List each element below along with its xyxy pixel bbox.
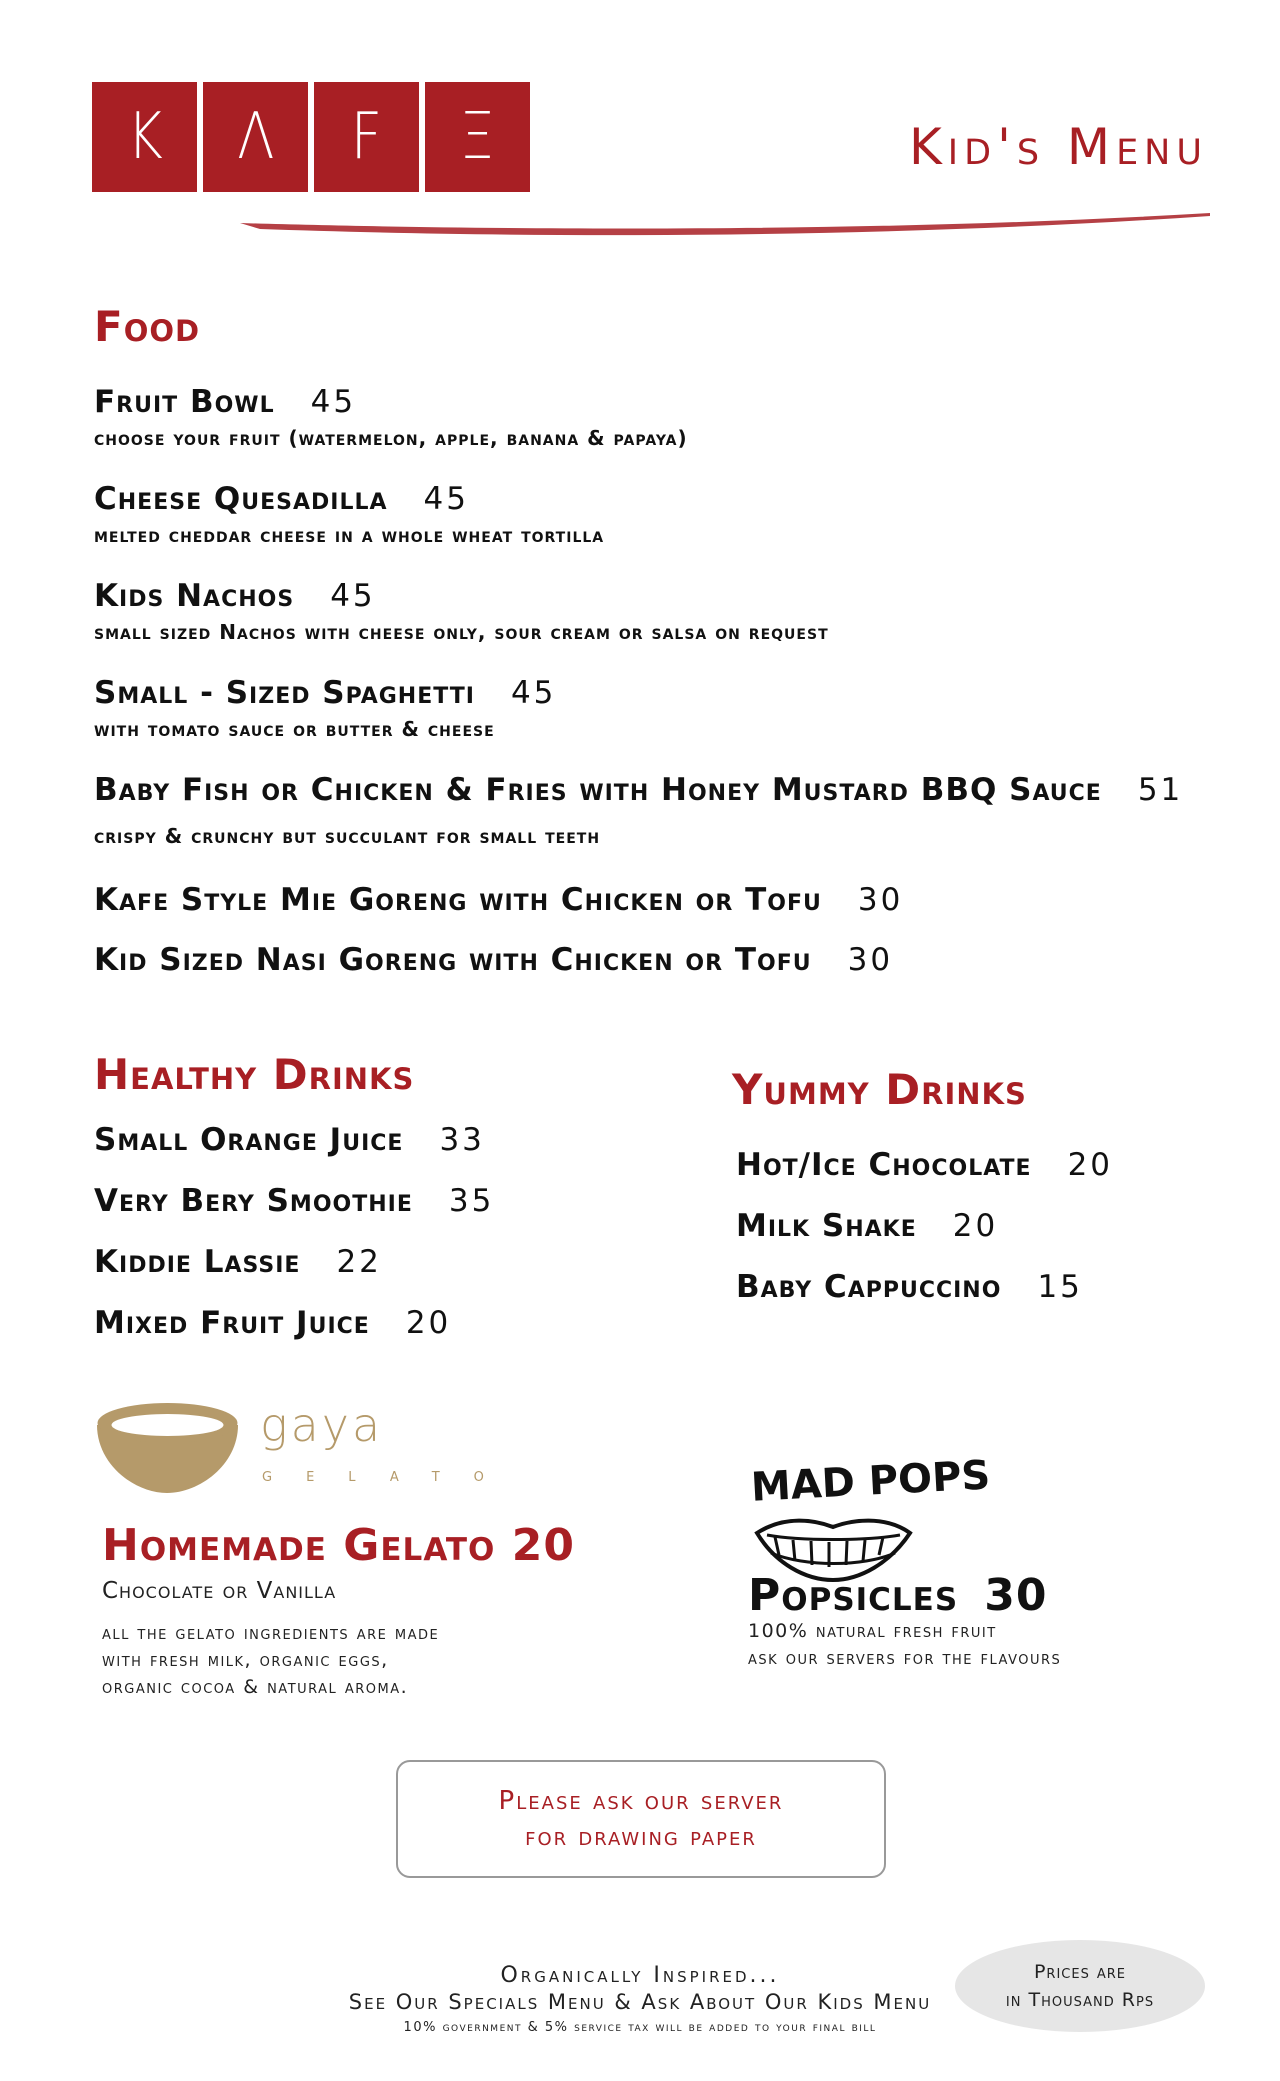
menu-title: Kid's Menu	[909, 118, 1208, 176]
drink-item: Mixed Fruit Juice 20	[94, 1305, 452, 1341]
drink-item: Milk Shake 20	[736, 1208, 999, 1244]
price-note-badge: Prices are in Thousand Rps	[955, 1940, 1205, 2032]
gaya-logo-subtitle: GELATO	[262, 1470, 518, 1485]
drink-item: Very Bery Smoothie 35	[94, 1183, 495, 1219]
item-description: choose your fruit (watermelon, apple, banana & papaya)	[94, 426, 688, 450]
brush-stroke-divider	[240, 205, 1210, 245]
popsicles-price: 30	[984, 1570, 1048, 1621]
menu-item: Fruit Bowl 45 choose your fruit (watermelon, apple, banana & papaya)	[94, 384, 688, 450]
drink-item: Kiddie Lassie 22	[94, 1244, 382, 1280]
drink-price: 20	[1067, 1147, 1114, 1183]
healthy-drinks-title: Healthy Drinks	[94, 1050, 415, 1099]
menu-item: Cheese Quesadilla 45 melted cheddar cheese in a whole wheat tortilla	[94, 481, 605, 547]
popsicles-title: Popsicles 30	[748, 1570, 1048, 1621]
gelato-title: Homemade Gelato 20	[102, 1520, 575, 1571]
drink-price: 35	[448, 1183, 495, 1219]
drink-price: 20	[405, 1305, 452, 1341]
drink-item: Baby Cappuccino 15	[736, 1269, 1083, 1305]
drink-item: Small Orange Juice 33	[94, 1122, 485, 1158]
popsicles-description: 100% natural fresh fruit ask our servers for the flavours	[748, 1620, 1062, 1669]
item-description: small sized Nachos with cheese only, sour cream or salsa on request	[94, 620, 829, 644]
drink-price: 20	[952, 1208, 999, 1244]
menu-item: Kids Nachos 45 small sized Nachos with cheese only, sour cream or salsa on request	[94, 578, 829, 644]
item-price: 30	[847, 942, 894, 978]
drink-item: Hot/Ice Chocolate 20	[736, 1147, 1114, 1183]
item-price: 45	[510, 675, 557, 711]
drawing-paper-notice: Please ask our server for drawing paper	[396, 1760, 886, 1878]
item-price: 30	[857, 882, 904, 918]
menu-item: Kafe Style Mie Goreng with Chicken or Tofu 30	[94, 882, 904, 918]
gaya-bowl-icon	[95, 1395, 240, 1495]
menu-item: Baby Fish or Chicken & Fries with Honey Mustard BBQ Sauce 51 crispy & crunchy but succulant for small teeth	[94, 772, 1184, 848]
gelato-subtitle: Chocolate or Vanilla	[102, 1578, 337, 1604]
yummy-drinks-title: Yummy Drinks	[732, 1065, 1027, 1114]
item-description: melted cheddar cheese in a whole wheat tortilla	[94, 523, 605, 547]
item-description: crispy & crunchy but succulant for small teeth	[94, 824, 601, 848]
kafe-logo	[92, 82, 530, 192]
item-price: 51	[1137, 772, 1184, 808]
footer	[320, 1963, 960, 2035]
item-price: 45	[423, 481, 469, 517]
mad-pops-logo-text: MAD POPS	[749, 1452, 992, 1511]
mad-pops-logo	[745, 1445, 992, 1590]
item-price: 45	[330, 578, 376, 614]
drink-price: 15	[1037, 1269, 1083, 1305]
footer-specials: See Our Specials Menu & Ask About Our Kids Menu	[348, 1990, 932, 2014]
gelato-description: all the gelato ingredients are made with fresh milk, organic eggs, organic cocoa & natural aroma.	[102, 1622, 440, 1698]
logo-tile-f: F	[314, 82, 419, 192]
menu-item: Small - Sized Spaghetti 45 with tomato sauce or butter & cheese	[94, 675, 557, 741]
logo-tile-k: K	[92, 82, 197, 192]
drink-price: 22	[336, 1244, 382, 1280]
logo-tile-e: Ξ	[425, 82, 530, 192]
footer-tagline: Organically Inspired...	[500, 1963, 780, 1988]
logo-tile-a: Λ	[203, 82, 308, 192]
drink-price: 33	[439, 1122, 485, 1158]
footer-tax-note: 10% government & 5% service tax will be added to your final bill	[403, 2020, 877, 2035]
item-price: 45	[310, 384, 357, 420]
gaya-logo-word: gaya	[260, 1398, 384, 1452]
item-description: with tomato sauce or butter & cheese	[94, 717, 495, 741]
menu-item: Kid Sized Nasi Goreng with Chicken or Tofu 30	[94, 942, 894, 978]
food-section-title: Food	[94, 302, 201, 351]
